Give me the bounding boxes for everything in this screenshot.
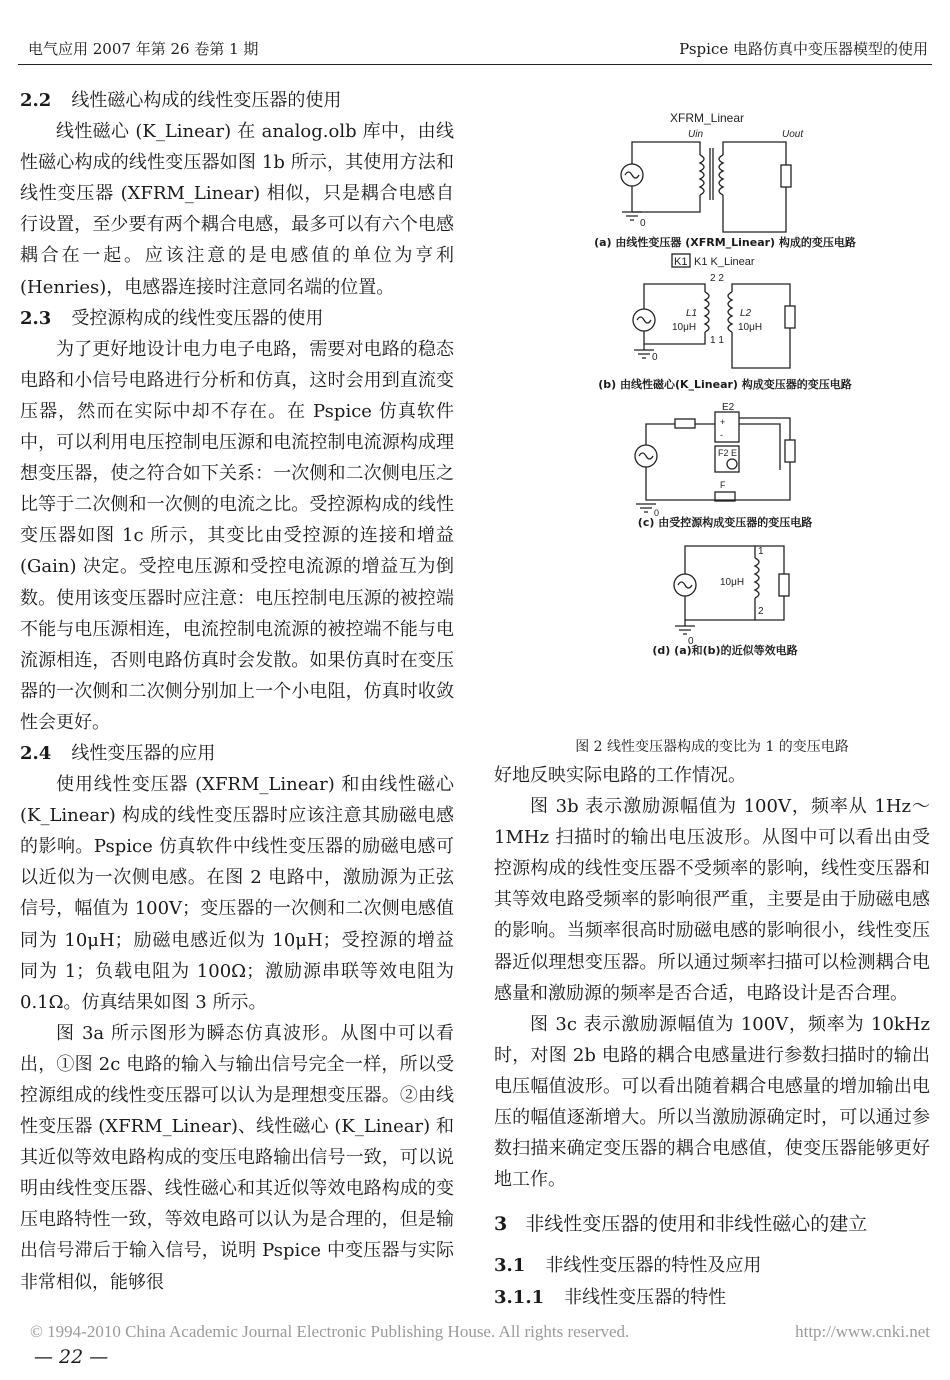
page-header	[18, 30, 932, 65]
svg-text:1 1: 1 1	[710, 335, 724, 346]
svg-text:-: -	[720, 430, 723, 440]
svg-text:K1: K1	[674, 256, 688, 268]
circuit-a-diagram	[560, 100, 890, 250]
svg-text:K1 K_Linear: K1 K_Linear	[694, 256, 755, 268]
circuit-a-primary-coil	[700, 155, 704, 195]
circuit-d-inductor	[755, 558, 759, 598]
svg-text:1: 1	[758, 546, 764, 557]
right-paragraph-2: 图 3b 表示激励源幅值为 100V，频率从 1Hz～1MHz 扫描时的输出电压波形。从图中可以看出由受控源构成的线性变压器不受频率的影响，线性变压器和其等效电路受频率的影响很严重，主要是由于励磁电感的影响。当频率很高时励磁电感的影响很小，线性变压器近似理想变压器。所以通过频率扫描可以检测耦合电感量和激励源的频率是否合适，电路设计是否合理。	[494, 796, 930, 1004]
circuit-a-title: XFRM_Linear	[670, 111, 745, 125]
journal-info: 电气应用 2007 年第 26 卷第 1 期	[28, 40, 259, 58]
section-2-4-heading: 2.4 线性变压器的应用	[20, 742, 216, 764]
svg-text:L2: L2	[740, 308, 752, 319]
section-2-3-paragraph: 为了更好地设计电力电子电路，需要对电路的稳态电路和小信号电路进行分析和仿真，这时会用到直流变压器，然而在实际中却不存在。在 Pspice 仿真软件中，可以利用电压控制电压源和电流控制电流源构成理想变压器，使之符合如下关系：一次侧和二次侧电压之比等于二次侧和一次侧的电流之比。受控源构成的线性变压器如图 1c 所示，其变比由受控源的连接和增益 (Gain) 决定。受控电压源和受控电流源的增益互为倒数。使用该变压器时应注意：电压控制电压源的被控端不能与电压源相连，电流控制电流源的被控端不能与电流源相连，否则电路仿真时会发散。如果仿真时在变压器的一次侧和二次侧分别加上一个小电阻，仿真时收敛性会更好。	[20, 338, 454, 733]
section-3-1-1-heading: 3.1.1 非线性变压器的特性	[494, 1286, 727, 1308]
article-title: Pspice 电路仿真中变压器模型的使用	[679, 40, 928, 58]
svg-text:F2 E: F2 E	[718, 448, 738, 458]
svg-text:10μH: 10μH	[738, 322, 763, 333]
svg-text:10μH: 10μH	[720, 577, 745, 588]
circuit-a-uin: Uin	[688, 129, 704, 140]
svg-text:+: +	[720, 417, 726, 427]
circuit-c-caption: (c) 由受控源构成变压器的变压电路	[637, 516, 813, 529]
svg-text:L1: L1	[686, 308, 698, 319]
right-column	[494, 760, 930, 1313]
cnki-url[interactable]: http://www.cnki.net	[795, 1322, 930, 1341]
svg-text:2 2: 2 2	[710, 273, 724, 284]
copyright-footer	[30, 1322, 930, 1342]
circuit-b-caption: (b) 由线性磁心(K_Linear) 构成变压器的变压电路	[598, 378, 852, 391]
copyright-text: © 1994-2010 China Academic Journal Electronic Publishing House. All rights reserved.	[30, 1322, 630, 1341]
section-2-3-heading: 2.3 受控源构成的线性变压器的使用	[20, 307, 324, 329]
left-column	[20, 85, 454, 1298]
circuit-c-vcvs	[715, 412, 739, 442]
section-2-4-paragraph-1: 使用线性变压器 (XFRM_Linear) 和由线性磁心 (K_Linear) 构成的线性变压器时应该注意其励磁电感的影响。Pspice 仿真软件中线性变压器的励磁电感可以近似为一次侧电感。在图 2 电路中，激励源为正弦信号，幅值为 100V；变压器的一次侧和二次侧电感值同为 10μH；励磁电感近似为 10μH；受控源的增益同为 1；负载电阻为 100Ω；激励源串联等效电阻为 0.1Ω。仿真结果如图 3 所示。	[20, 774, 454, 1013]
circuit-b-coil-l1	[705, 292, 709, 332]
svg-text:0: 0	[688, 636, 694, 647]
circuit-b-coil-l2	[728, 292, 732, 332]
svg-text:0: 0	[654, 508, 660, 518]
circuit-a-uout: Uout	[782, 129, 804, 140]
svg-text:2: 2	[758, 606, 764, 617]
section-3-heading: 3 非线性变压器的使用和非线性磁心的建立	[494, 1213, 868, 1236]
page-number: — 22 —	[34, 1346, 109, 1368]
circuit-a-secondary-coil	[719, 155, 723, 195]
svg-text:0: 0	[640, 218, 646, 229]
circuit-d-diagram	[560, 530, 890, 660]
svg-text:E2: E2	[722, 402, 735, 413]
circuit-a-caption: (a) 由线性变压器 (XFRM_Linear) 构成的变压电路	[594, 236, 856, 249]
svg-text:0: 0	[652, 352, 658, 363]
right-paragraph-1: 好地反映实际电路的工作情况。	[494, 765, 746, 786]
svg-text:F: F	[720, 480, 726, 490]
circuit-a-load-resistor	[781, 165, 791, 187]
section-2-4-paragraph-2: 图 3a 所示图形为瞬态仿真波形。从图中可以看出，①图 2c 电路的输入与输出信号完全一样，所以受控源组成的线性变压器可以认为是理想变压器。②由线性变压器 (XFRM_Linear)、线性磁心 (K_Linear) 和其近似等效电路构成的变压电路输出信号一致，可以说明由线性变压器、线性磁心和其近似等效电路构成的变压电路特性一致，等效电路可以认为是合理的，但是输出信号滞后于输入信号，说明 Pspice 中变压器与实际非常相似，能够很	[20, 1022, 454, 1293]
circuit-c-diagram	[560, 400, 890, 530]
svg-text:10μH: 10μH	[672, 322, 697, 333]
figure-2-caption: 图 2 线性变压器构成的变比为 1 的变压电路	[575, 739, 849, 755]
section-2-2-paragraph: 线性磁心 (K_Linear) 在 analog.olb 库中，由线性磁心构成的线性变压器如图 1b 所示，其使用方法和线性变压器 (XFRM_Linear) 相似，只是耦合电感自行设置，至少要有两个耦合电感，最多可以有六个电感耦合在一起。应该注意的是电感值的单位为亨利 (Henries)，电感器连接时注意同名端的位置。	[20, 121, 454, 298]
right-paragraph-3: 图 3c 表示激励源幅值为 100V，频率为 10kHz 时，对图 2b 电路的耦合电感量进行参数扫描时的输出电压幅值波形。可以看出随着耦合电感量的增加输出电压的幅值逐渐增大。所以当激励源确定时，可以通过参数扫描来确定变压器的耦合电感值，使变压器能够更好地工作。	[494, 1013, 930, 1191]
section-2-2-heading: 2.2 线性磁心构成的线性变压器的使用	[20, 90, 342, 111]
circuit-b-diagram	[560, 250, 890, 400]
section-3-1-heading: 3.1 非线性变压器的特性及应用	[494, 1255, 762, 1277]
figure-2	[560, 100, 890, 660]
circuit-d-caption: (d) (a)和(b)的近似等效电路	[652, 644, 798, 657]
